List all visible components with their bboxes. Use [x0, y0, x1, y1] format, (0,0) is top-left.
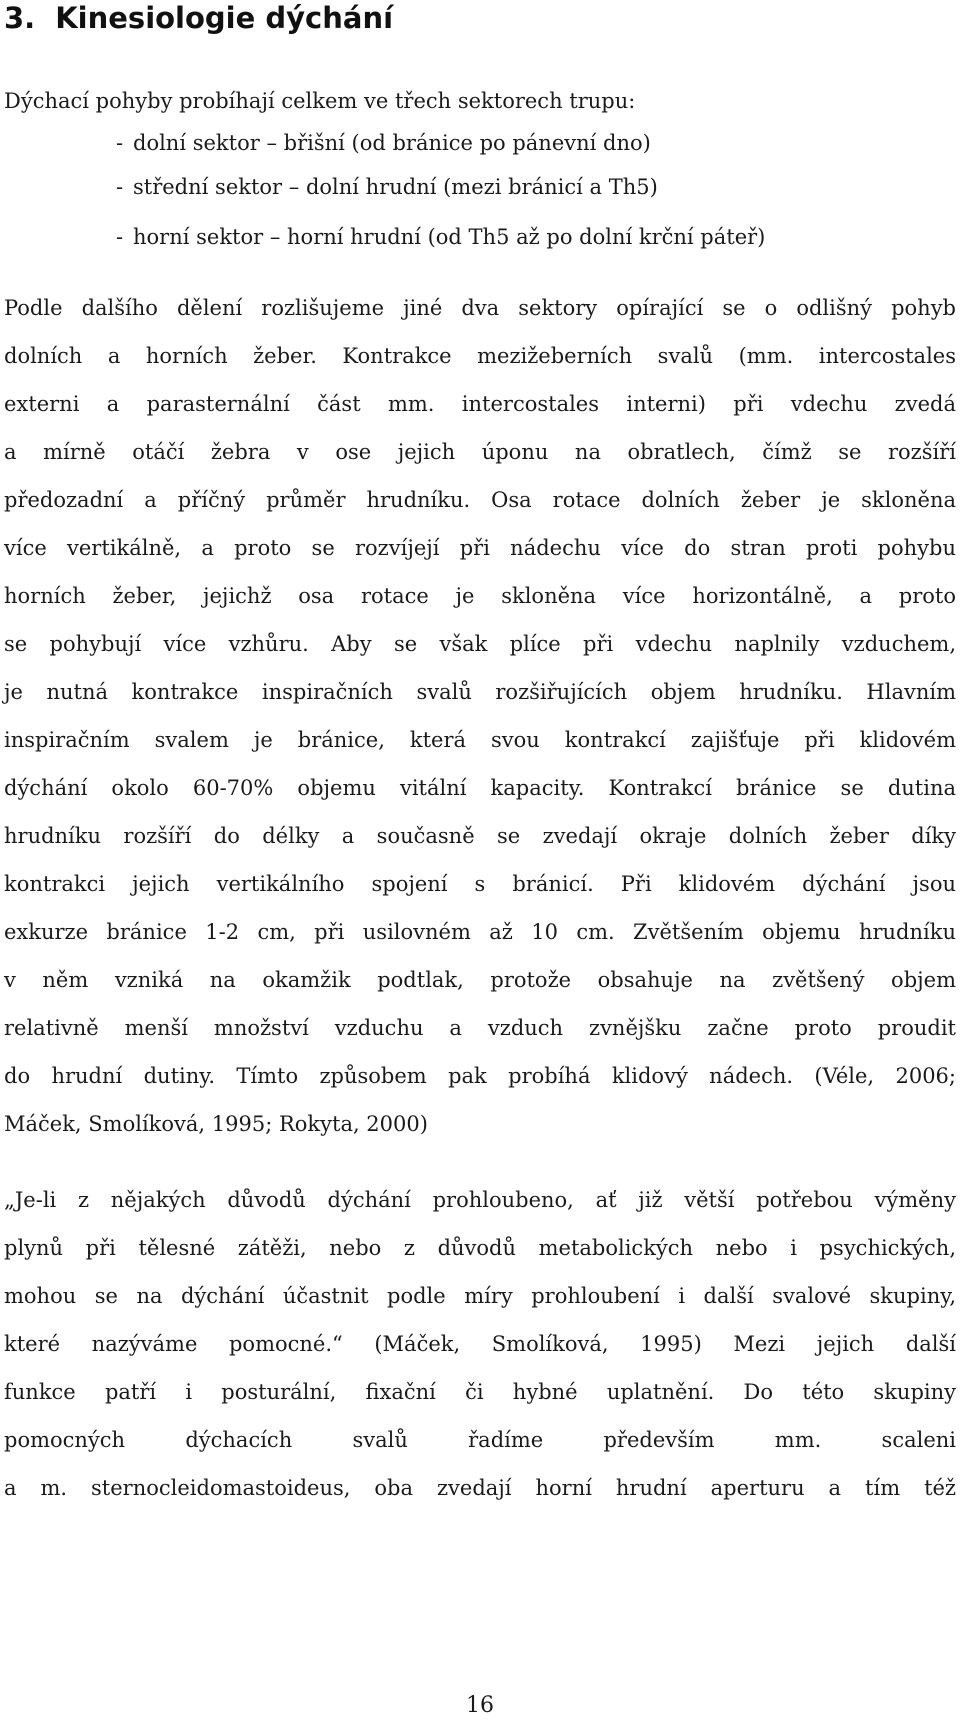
text-line: dýchání okolo 60-70% objemu vitální kapacity. Kontrakcí bránice se dutina [4, 776, 956, 800]
text-line: které nazýváme pomocné.“ (Máček, Smolíková, 1995) Mezi jejich další [4, 1332, 956, 1356]
list-item [116, 128, 651, 158]
chapter-number: 3. [4, 1, 36, 35]
list-item-text: dolní sektor – břišní (od bránice po pánevní dno) [133, 131, 651, 155]
text-line: pomocných dýchacích svalů řadíme především mm. scaleni [4, 1428, 956, 1452]
list-item-text: střední sektor – dolní hrudní (mezi bránicí a Th5) [133, 175, 658, 199]
text-line: a m. sternocleidomastoideus, oba zvedají horní hrudní aperturu a tím též [4, 1476, 956, 1500]
text-line: a mírně otáčí žebra v ose jejich úponu na obratlech, čímž se rozšíří [4, 440, 956, 464]
text-line: funkce patří i posturální, fixační či hybné uplatnění. Do této skupiny [4, 1380, 956, 1404]
text-line: v něm vzniká na okamžik podtlak, protože obsahuje na zvětšený objem [4, 968, 956, 992]
list-dash: - [116, 131, 124, 155]
text-line: exkurze bránice 1-2 cm, při usilovném až 10 cm. Zvětšením objemu hrudníku [4, 920, 956, 944]
list-item [116, 172, 658, 202]
chapter-title: Kinesiologie dýchání [55, 1, 394, 35]
text-line: Podle dalšího dělení rozlišujeme jiné dva sektory opírající se o odlišný pohyb [4, 296, 956, 320]
text-line: více vertikálně, a proto se rozvíjejí při nádechu více do stran proti pohybu [4, 536, 956, 560]
list-dash: - [116, 175, 124, 199]
text-line: je nutná kontrakce inspiračních svalů rozšiřujících objem hrudníku. Hlavním [4, 680, 956, 704]
chapter-heading [4, 0, 393, 36]
text-line: Máček, Smolíková, 1995; Rokyta, 2000) [4, 1112, 428, 1136]
text-line: do hrudní dutiny. Tímto způsobem pak probíhá klidový nádech. (Véle, 2006; [4, 1064, 956, 1088]
text-line: hrudníku rozšíří do délky a současně se zvedají okraje dolních žeber díky [4, 824, 956, 848]
text-line: kontrakci jejich vertikálního spojení s bránicí. Při klidovém dýchání jsou [4, 872, 956, 896]
text-line: plynů při tělesné zátěži, nebo z důvodů metabolických nebo i psychických, [4, 1236, 956, 1260]
list-dash: - [116, 225, 124, 249]
text-line: se pohybují více vzhůru. Aby se však plíce při vdechu naplnily vzduchem, [4, 632, 956, 656]
page-number: 16 [466, 1693, 494, 1718]
text-line: dolních a horních žeber. Kontrakce mezižeberních svalů (mm. intercostales [4, 344, 956, 368]
text-line: horních žeber, jejichž osa rotace je skloněna více horizontálně, a proto [4, 584, 956, 608]
text-line: mohou se na dýchání účastnit podle míry prohloubení i další svalové skupiny, [4, 1284, 956, 1308]
list-item [116, 222, 766, 252]
text-line: externi a parasternální část mm. intercostales interni) při vdechu zvedá [4, 392, 956, 416]
text-line: „Je-li z nějakých důvodů dýchání prohloubeno, ať již větší potřebou výměny [4, 1188, 956, 1212]
text-line: předozadní a příčný průměr hrudníku. Osa rotace dolních žeber je skloněna [4, 488, 956, 512]
intro-line: Dýchací pohyby probíhají celkem ve třech sektorech trupu: [4, 89, 636, 113]
list-item-text: horní sektor – horní hrudní (od Th5 až po dolní krční páteř) [133, 225, 766, 249]
text-line: relativně menší množství vzduchu a vzduch zvnějšku začne proto proudit [4, 1016, 956, 1040]
text-line: inspiračním svalem je bránice, která svou kontrakcí zajišťuje při klidovém [4, 728, 956, 752]
